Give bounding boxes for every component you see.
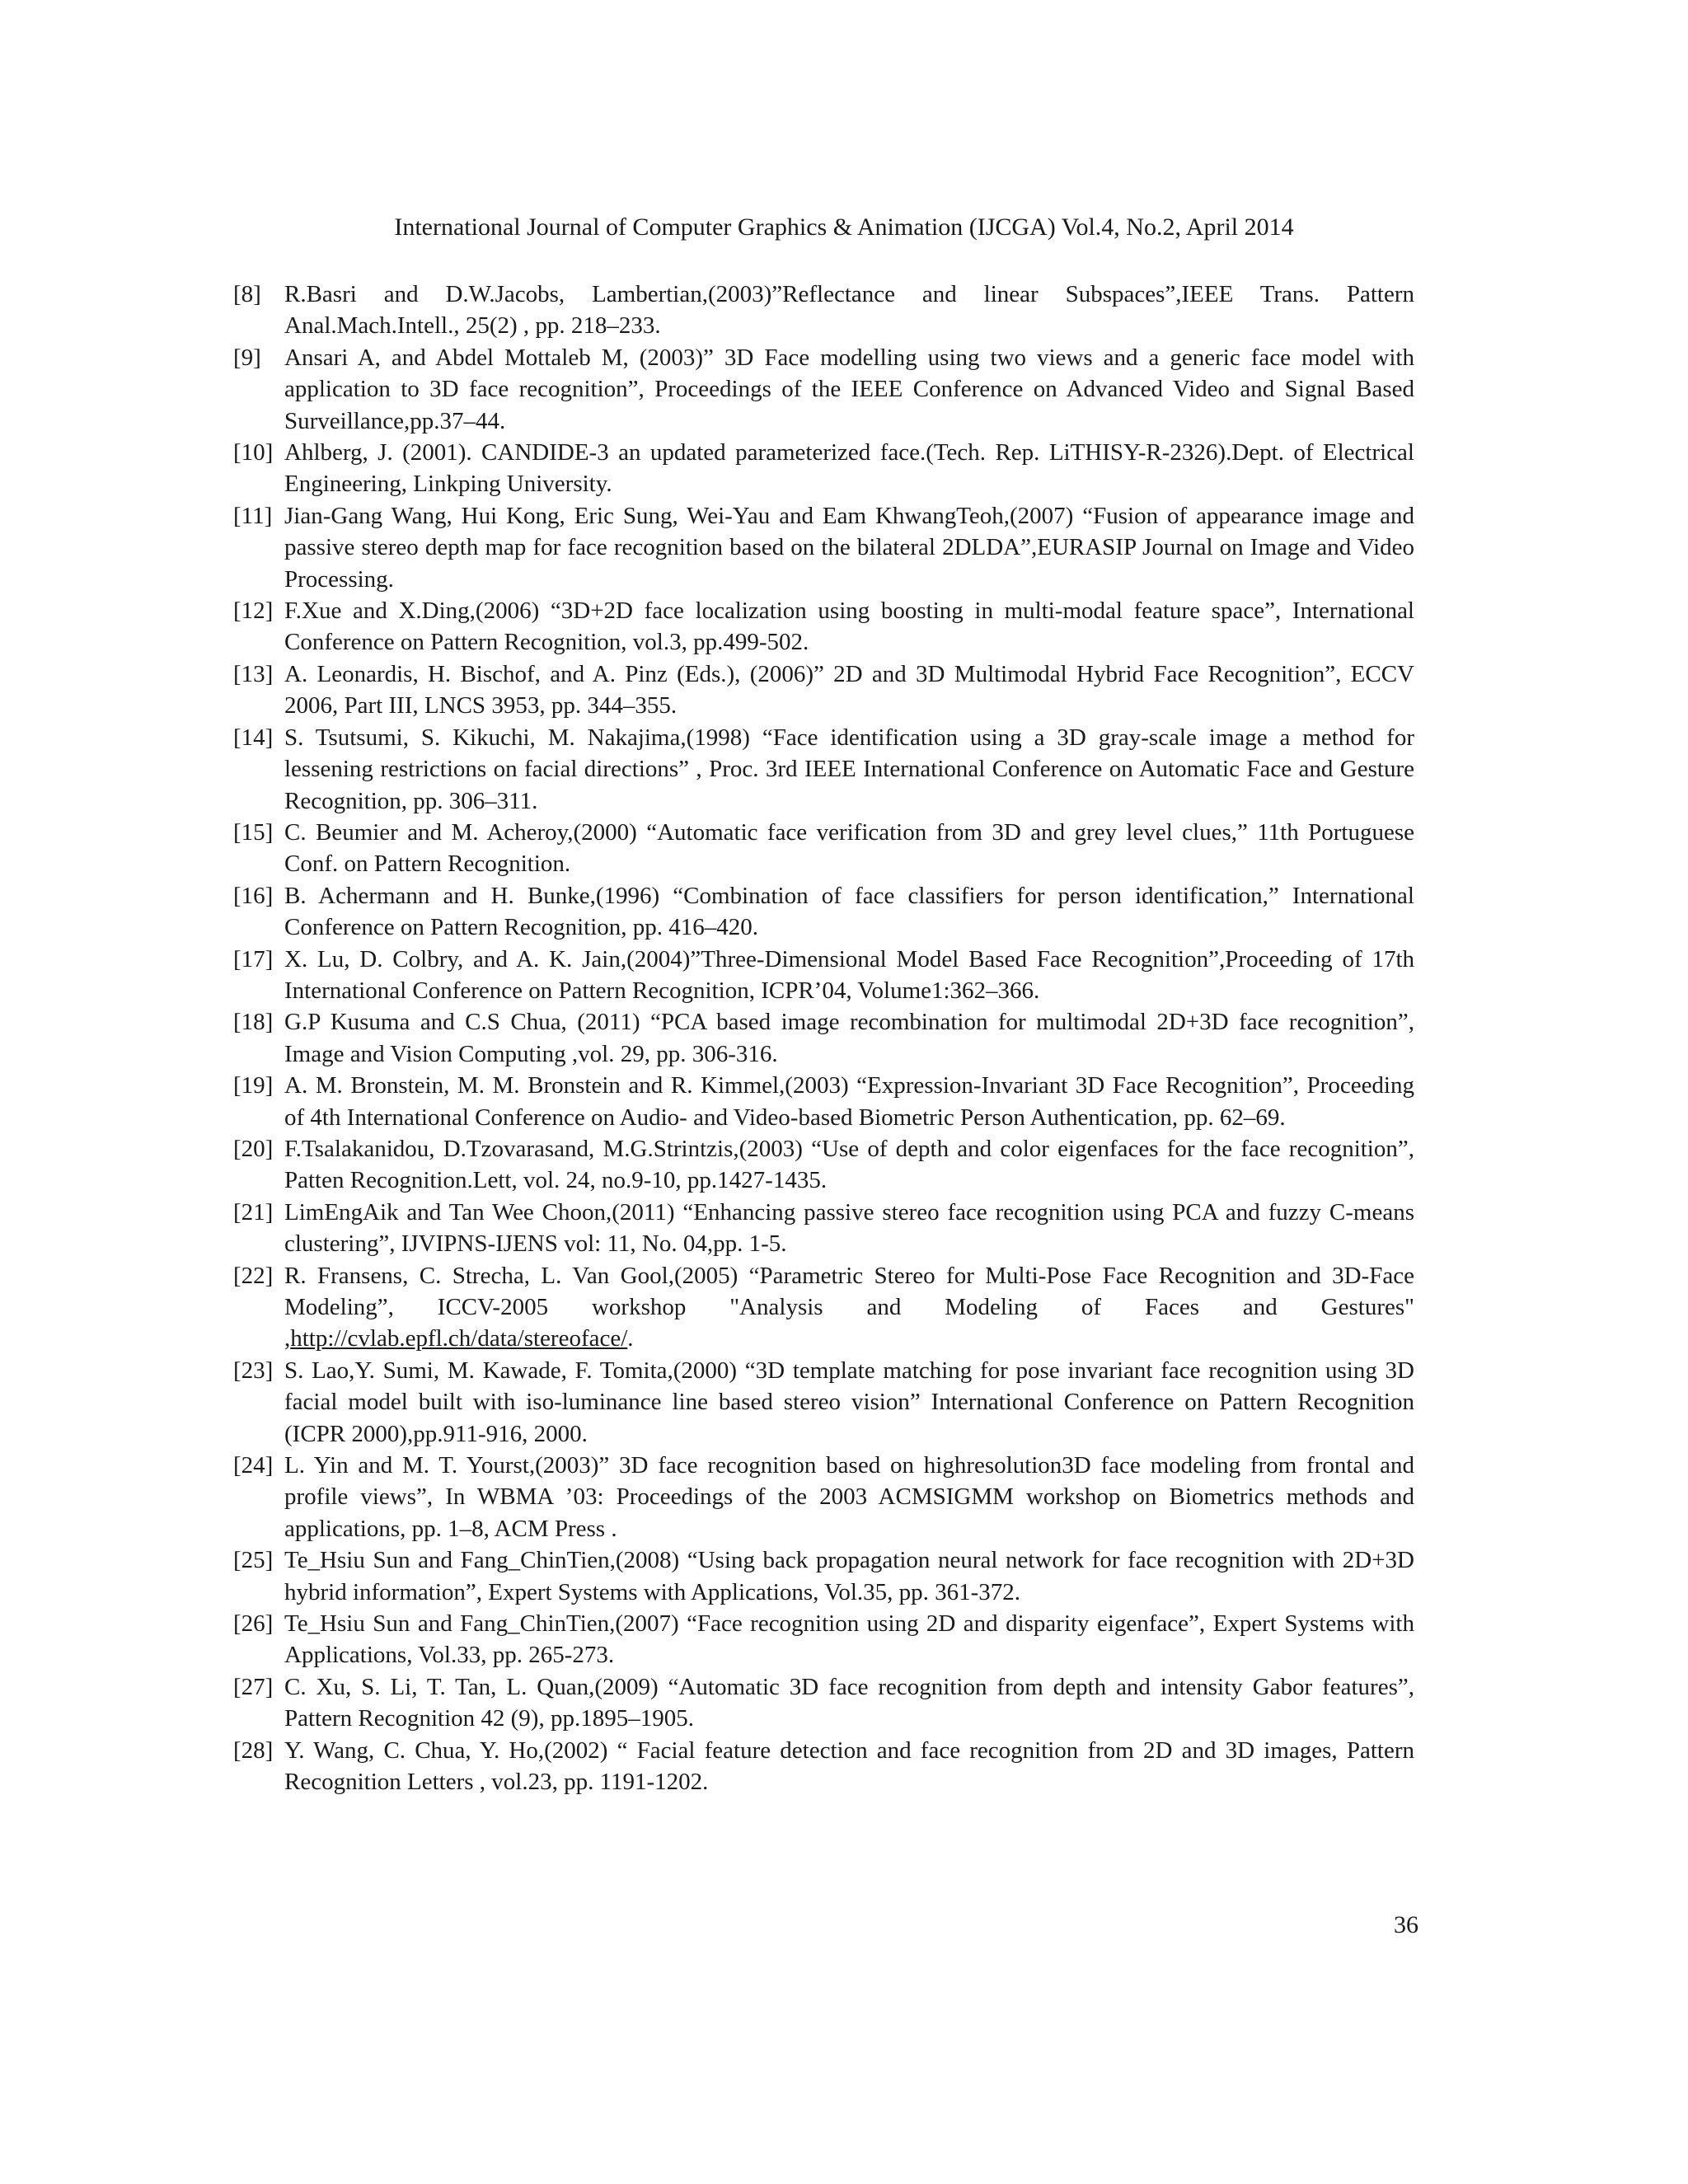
- reference-text: Jian-Gang Wang, Hui Kong, Eric Sung, Wei-Yau and Eam KhwangTeoh,(2007) “Fusion of appearance image and passive stereo depth map for face recognition based on the bilateral 2DLDA”,EURASIP Journal on Image and Video Processing.: [284, 502, 1414, 593]
- reference-item: [233, 722, 1414, 817]
- running-header: International Journal of Computer Graphics & Animation (IJCGA) Vol.4, No.2, April 2014: [394, 213, 1294, 241]
- reference-text-end: .: [627, 1325, 634, 1352]
- reference-text: Y. Wang, C. Chua, Y. Ho,(2002) “ Facial feature detection and face recognition from 2D and 3D images, Pattern Recognition Letters , vol.23, pp. 1191-1202.: [284, 1736, 1414, 1796]
- reference-text: Te_Hsiu Sun and Fang_ChinTien,(2008) “Using back propagation neural network for face recognition with 2D+3D hybrid information”, Expert Systems with Applications, Vol.35, pp. 361-372.: [284, 1547, 1414, 1605]
- reference-item: [233, 1260, 1414, 1355]
- reference-number: [19]: [233, 1072, 274, 1099]
- reference-number: [10]: [233, 439, 274, 466]
- reference-item: [233, 1450, 1414, 1544]
- reference-number: [15]: [233, 818, 274, 846]
- reference-item: [233, 1544, 1414, 1608]
- reference-number: [13]: [233, 660, 274, 687]
- reference-item: [233, 817, 1414, 880]
- reference-item: [233, 1671, 1414, 1735]
- reference-number: [11]: [233, 502, 273, 529]
- reference-text: R. Fransens, C. Strecha, L. Van Gool,(2005) “Parametric Stereo for Multi-Pose Face Recognition and 3D-Face Modeling”, ICCV-2005 workshop "Analysis and Modeling of Faces and Gestures" ,: [284, 1262, 1414, 1352]
- reference-number: [26]: [233, 1610, 274, 1638]
- reference-text: A. Leonardis, H. Bischof, and A. Pinz (Eds.), (2006)” 2D and 3D Multimodal Hybrid Face Recognition”, ECCV 2006, Part III, LNCS 3953, pp. 344–355.: [284, 660, 1414, 719]
- reference-number: [8]: [233, 281, 261, 307]
- reference-item: [233, 1355, 1414, 1450]
- reference-text: F.Xue and X.Ding,(2006) “3D+2D face localization using boosting in multi-modal feature space”, International Conference on Pattern Recognition, vol.3, pp.499-502.: [284, 598, 1414, 656]
- reference-item: [233, 437, 1414, 500]
- reference-item: [233, 658, 1414, 722]
- reference-number: [9]: [233, 344, 261, 371]
- reference-item: [233, 1197, 1414, 1260]
- page-number: 36: [1394, 1911, 1418, 1938]
- reference-number: [20]: [233, 1135, 274, 1162]
- reference-number: [28]: [233, 1736, 274, 1764]
- reference-link[interactable]: http://cvlab.epfl.ch/data/stereoface/: [290, 1325, 628, 1352]
- reference-text: X. Lu, D. Colbry, and A. K. Jain,(2004)”Three-Dimensional Model Based Face Recognition”,Proceeding of 17th International Conference on Pattern Recognition, ICPR’04, Volume1:362–366.: [284, 945, 1414, 1004]
- reference-text: B. Achermann and H. Bunke,(1996) “Combination of face classifiers for person identification,” International Conference on Pattern Recognition, pp. 416–420.: [284, 882, 1414, 941]
- reference-number: [16]: [233, 882, 274, 909]
- reference-text: Ansari A, and Abdel Mottaleb M, (2003)” 3D Face modelling using two views and a generic face model with application to 3D face recognition”, Proceedings of the IEEE Conference on Advanced Video and Signal Based Surveillance,pp.37–44.: [284, 344, 1414, 434]
- reference-number: [24]: [233, 1452, 274, 1479]
- reference-number: [17]: [233, 945, 274, 972]
- reference-text: F.Tsalakanidou, D.Tzovarasand, M.G.Strintzis,(2003) “Use of depth and color eigenfaces for the face recognition”, Patten Recognition.Lett, vol. 24, no.9-10, pp.1427-1435.: [284, 1135, 1414, 1194]
- reference-text: A. M. Bronstein, M. M. Bronstein and R. Kimmel,(2003) “Expression-Invariant 3D Face Recognition”, Proceeding of 4th International Conference on Audio- and Video-based Biometric Person Authentication, pp. 62–69.: [284, 1072, 1414, 1131]
- reference-text: G.P Kusuma and C.S Chua, (2011) “PCA based image recombination for multimodal 2D+3D face recognition”, Image and Vision Computing ,vol. 29, pp. 306-316.: [284, 1009, 1414, 1067]
- reference-text: LimEngAik and Tan Wee Choon,(2011) “Enhancing passive stereo face recognition using PCA and fuzzy C-means clustering”, IJVIPNS-IJENS vol: 11, No. 04,pp. 1-5.: [284, 1198, 1414, 1258]
- reference-list: [233, 279, 1414, 1798]
- reference-text: R.Basri and D.W.Jacobs, Lambertian,(2003)”Reflectance and linear Subspaces”,IEEE Trans. Pattern Anal.Mach.Intell., 25(2) , pp. 218–233.: [284, 281, 1414, 340]
- reference-number: [14]: [233, 724, 274, 751]
- reference-number: [23]: [233, 1357, 274, 1384]
- reference-item: [233, 1070, 1414, 1133]
- reference-number: [18]: [233, 1009, 274, 1036]
- reference-number: [22]: [233, 1262, 274, 1289]
- reference-number: [12]: [233, 598, 274, 625]
- reference-item: [233, 595, 1414, 658]
- reference-number: [21]: [233, 1198, 274, 1226]
- reference-number: [25]: [233, 1547, 274, 1574]
- reference-text: L. Yin and M. T. Yourst,(2003)” 3D face recognition based on highresolution3D face modeling from frontal and profile views”, In WBMA ’03: Proceedings of the 2003 ACMSIGMM workshop on Biometrics methods and applications, pp. 1–8, ACM Press .: [284, 1452, 1414, 1542]
- reference-number: [27]: [233, 1673, 274, 1700]
- reference-item: [233, 1133, 1414, 1197]
- reference-item: [233, 342, 1414, 437]
- reference-text: Ahlberg, J. (2001). CANDIDE-3 an updated parameterized face.(Tech. Rep. LiTHISY-R-2326).Dept. of Electrical Engineering, Linkping University.: [284, 439, 1414, 498]
- reference-text: C. Beumier and M. Acheroy,(2000) “Automatic face verification from 3D and grey level clues,” 11th Portuguese Conf. on Pattern Recognition.: [284, 818, 1414, 878]
- reference-text: S. Tsutsumi, S. Kikuchi, M. Nakajima,(1998) “Face identification using a 3D gray-scale image a method for lessening restrictions on facial directions” , Proc. 3rd IEEE International Conference on Automatic Face and Gesture Recognition, pp. 306–311.: [284, 724, 1414, 814]
- reference-text: S. Lao,Y. Sumi, M. Kawade, F. Tomita,(2000) “3D template matching for pose invariant face recognition using 3D facial model built with iso-luminance line based stereo vision” International Conference on Pattern Recognition (ICPR 2000),pp.911-916, 2000.: [284, 1357, 1414, 1447]
- reference-item: [233, 1006, 1414, 1070]
- reference-item: [233, 944, 1414, 1007]
- reference-item: [233, 880, 1414, 944]
- reference-item: [233, 279, 1414, 342]
- reference-text: C. Xu, S. Li, T. Tan, L. Quan,(2009) “Automatic 3D face recognition from depth and intensity Gabor features”, Pattern Recognition 42 (9), pp.1895–1905.: [284, 1673, 1414, 1732]
- reference-text: Te_Hsiu Sun and Fang_ChinTien,(2007) “Face recognition using 2D and disparity eigenface”, Expert Systems with Applications, Vol.33, pp. 265-273.: [284, 1610, 1414, 1669]
- reference-item: [233, 500, 1414, 595]
- reference-item: [233, 1735, 1414, 1798]
- reference-item: [233, 1608, 1414, 1671]
